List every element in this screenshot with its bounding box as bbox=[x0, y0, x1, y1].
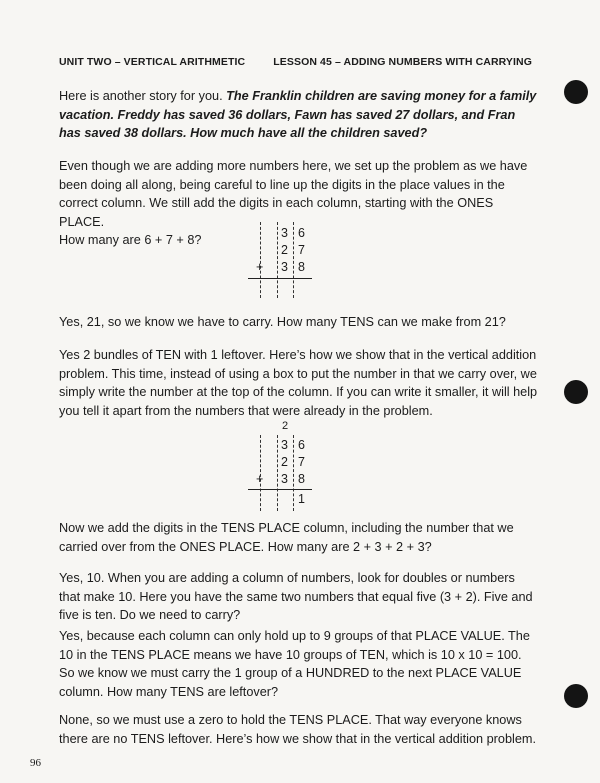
addend-row bbox=[248, 260, 314, 275]
addend-row bbox=[248, 455, 314, 470]
addend-row bbox=[248, 243, 314, 258]
unit-title: UNIT TWO – VERTICAL ARITHMETIC bbox=[59, 56, 246, 68]
tens-digit: 3 bbox=[281, 438, 288, 452]
sum-line bbox=[248, 278, 312, 279]
binder-hole-middle bbox=[564, 380, 588, 404]
story-paragraph bbox=[59, 87, 539, 143]
story-problem: The Franklin children are saving money for a family vacation. Freddy has saved 36 dollars, Fawn has saved 27 dollars, and Fran has saved 38 dollars. How much have all the children saved? bbox=[59, 89, 537, 141]
zero-placeholder-paragraph: None, so we must use a zero to hold the TENS PLACE. That way everyone knows there are no TENS leftover. Here’s how we show that in the vertical addition problem. bbox=[59, 713, 536, 746]
story-intro: Here is another story for you. bbox=[59, 89, 227, 103]
plus-sign: + bbox=[256, 260, 264, 274]
tens-digit: 3 bbox=[281, 472, 288, 486]
addition-problem-2 bbox=[248, 420, 314, 510]
lesson-title: LESSON 45 – ADDING NUMBERS WITH CARRYING bbox=[273, 56, 532, 68]
addition-problem-1 bbox=[248, 222, 314, 298]
ones-digit: 7 bbox=[298, 243, 305, 257]
binder-hole-bottom bbox=[564, 684, 588, 708]
tens-question-paragraph: Now we add the digits in the TENS PLACE column, including the number that we carried over from the ONES PLACE. How many are 2 + 3 + 2 + 3? bbox=[59, 521, 514, 554]
carried-digit: 2 bbox=[282, 420, 289, 432]
addend-row bbox=[248, 226, 314, 241]
doubles-paragraph: Yes, 10. When you are adding a column of numbers, look for doubles or numbers that make 10. Here you have the same two numbers that equal five (3 + 2). Five and five is ten. Do we need to carry? bbox=[59, 571, 533, 623]
ones-digit: 7 bbox=[298, 455, 305, 469]
sum-line bbox=[248, 489, 312, 490]
answer-ones-digit: 1 bbox=[298, 492, 305, 506]
ones-digit: 6 bbox=[298, 226, 305, 240]
page-number: 96 bbox=[30, 757, 41, 769]
ones-digit: 8 bbox=[298, 472, 305, 486]
carry-explanation-paragraph: Yes 2 bundles of TEN with 1 leftover. Here’s how we show that in the vertical addition problem. This time, instead of using a box to put the number in that we carry over, we simply write the number at the top of the column. If you can write it smaller, it will help you tell it apart from the numbers that were already in the problem. bbox=[59, 348, 538, 418]
carry-question-paragraph: Yes, 21, so we know we have to carry. How many TENS can we make from 21? bbox=[59, 315, 506, 329]
setup-text: Even though we are adding more numbers here, we set up the problem as we have been doing all along, being careful to line up the digits in the place values in the correct column. We still add the digits in each column, starting with the ONES PLACE. bbox=[59, 159, 528, 229]
tens-digit: 2 bbox=[281, 243, 288, 257]
addend-row bbox=[248, 472, 314, 487]
ones-digit: 8 bbox=[298, 260, 305, 274]
ones-digit: 6 bbox=[298, 438, 305, 452]
tens-digit: 3 bbox=[281, 260, 288, 274]
binder-hole-top bbox=[564, 80, 588, 104]
answer-row bbox=[248, 492, 314, 507]
tens-digit: 2 bbox=[281, 455, 288, 469]
tens-digit: 3 bbox=[281, 226, 288, 240]
addend-row bbox=[248, 438, 314, 453]
carry-hundred-paragraph: Yes, because each column can only hold up to 9 groups of that PLACE VALUE. The 10 in the TENS PLACE means we have 10 groups of TEN, which is 10 x 10 = 100. So we know we must carry the 1 group of a HUNDRED to the next PLACE VALUE column. How many TENS are leftover? bbox=[59, 629, 530, 699]
plus-sign: + bbox=[256, 472, 264, 486]
ones-question: How many are 6 + 7 + 8? bbox=[59, 233, 202, 248]
